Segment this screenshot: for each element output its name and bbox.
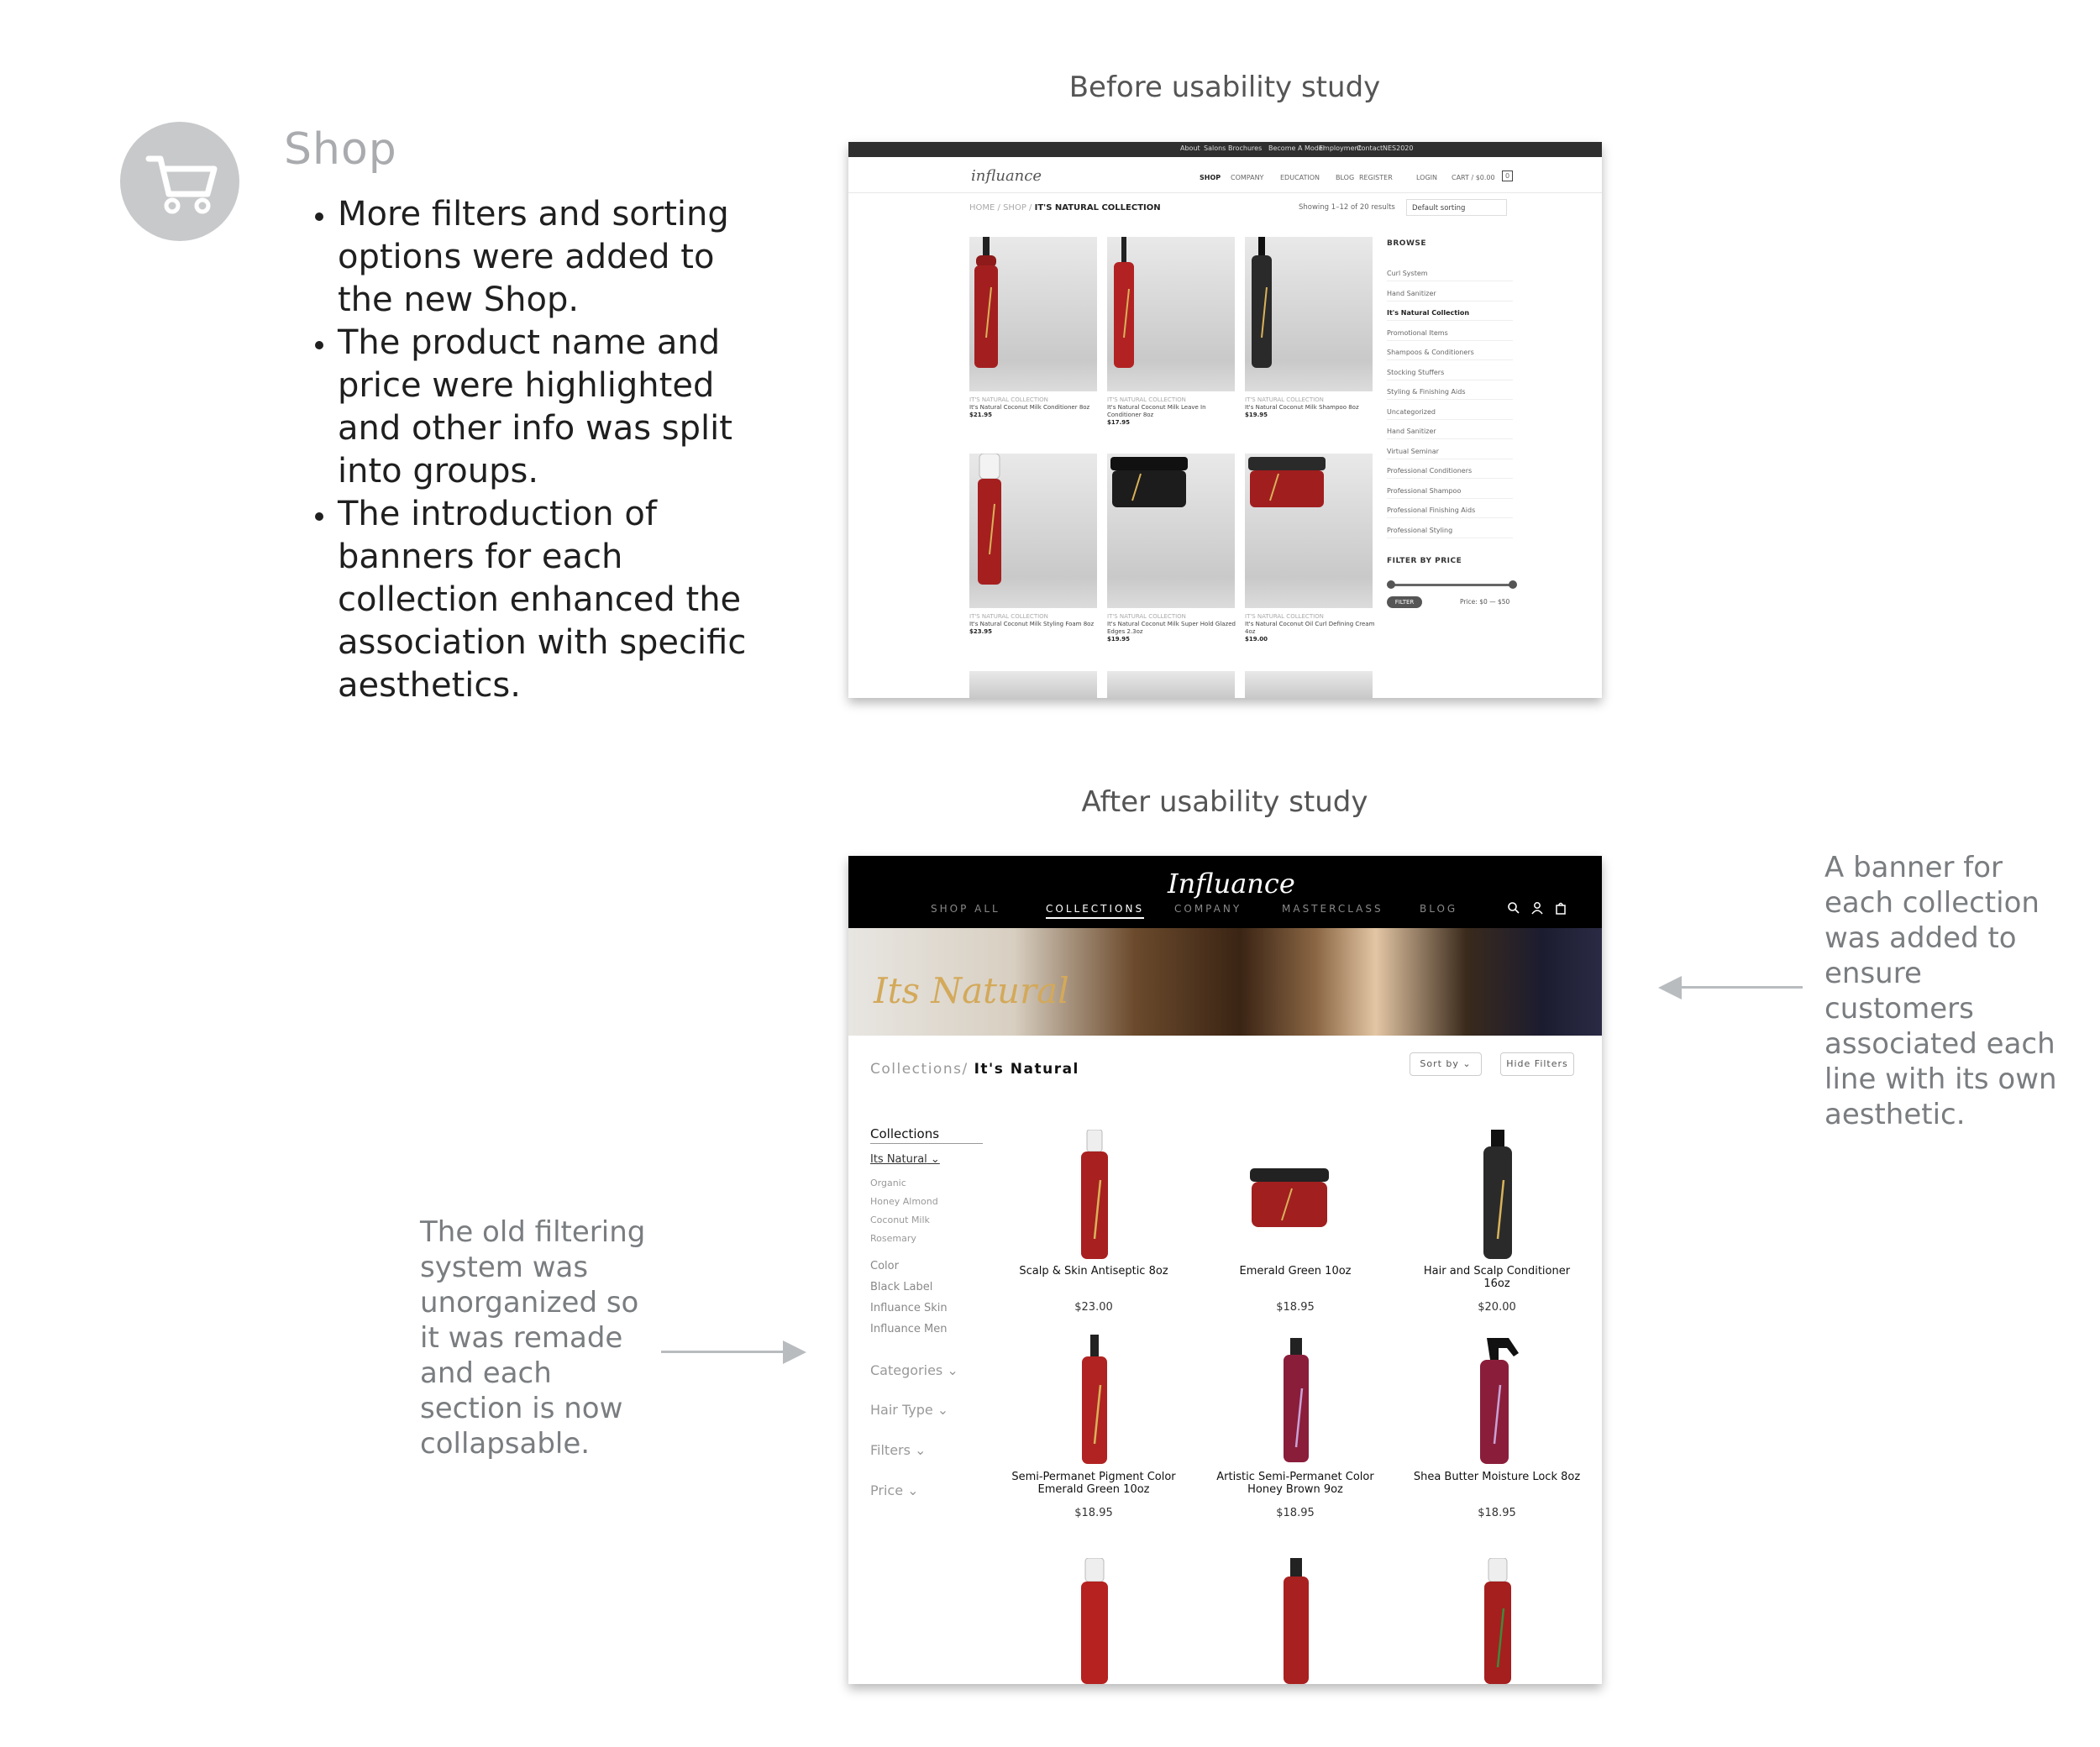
product-price: $18.95	[1074, 1507, 1113, 1519]
breadcrumb-parent[interactable]: Collections/	[870, 1061, 969, 1078]
product-image[interactable]	[1074, 1558, 1116, 1684]
nav-blog[interactable]: BLOG	[1420, 903, 1458, 915]
product-price: $20.00	[1478, 1301, 1516, 1314]
product-meta: IT'S NATURAL COLLECTION It's Natural Coconut Oil Curl Defining Cream 4oz $19.00	[1245, 613, 1375, 643]
filter-section-hair-type[interactable]: Hair Type ⌄	[870, 1402, 949, 1418]
browse-heading: BROWSE	[1387, 239, 1426, 248]
browse-link[interactable]: It's Natural Collection	[1387, 309, 1513, 321]
product-meta: IT'S NATURAL COLLECTION It's Natural Coconut Milk Conditioner 8oz $21.95	[969, 396, 1090, 418]
product-image	[1107, 454, 1191, 512]
filter-annotation: The old filtering system was unorganized so it was remade and each section is now collapsable.	[420, 1215, 646, 1461]
breadcrumb-home[interactable]: HOME	[969, 203, 995, 212]
before-caption: Before usability study	[1068, 71, 1381, 104]
collections-heading[interactable]: Collections	[870, 1126, 940, 1141]
after-caption: After usability study	[1081, 785, 1368, 819]
product-meta: IT'S NATURAL COLLECTION It's Natural Coconut Milk Shampoo 8oz $19.95	[1245, 396, 1359, 418]
product-image	[1245, 237, 1278, 371]
divider	[870, 1143, 983, 1144]
browse-link[interactable]: Professional Styling	[1387, 527, 1513, 538]
browse-link[interactable]: Promotional Items	[1387, 329, 1513, 341]
filter-option[interactable]: Influance Skin	[870, 1302, 948, 1314]
price-slider-handle-min[interactable]	[1387, 580, 1395, 589]
sort-by-button[interactable]: Sort by ⌄	[1410, 1052, 1482, 1076]
product-image[interactable]	[1470, 1335, 1525, 1466]
intro-bullet: • The product name and price were highlighted and other info was split into groups.	[338, 322, 758, 493]
price-slider-handle-max[interactable]	[1509, 580, 1517, 589]
browse-link[interactable]: Curl System	[1387, 270, 1513, 281]
nav-company[interactable]: COMPANY	[1231, 174, 1264, 181]
nav-company[interactable]: COMPANY	[1174, 903, 1242, 915]
logo[interactable]: Influance	[1168, 868, 1295, 900]
site-header	[848, 856, 1602, 928]
breadcrumb: HOME / SHOP / IT'S NATURAL COLLECTION	[969, 203, 1161, 212]
product-price: $18.95	[1478, 1507, 1516, 1519]
filter-its-natural[interactable]: Its Natural ⌄	[870, 1153, 940, 1166]
browse-link[interactable]: Professional Shampoo	[1387, 487, 1513, 499]
product-image	[1245, 454, 1329, 512]
sort-select[interactable]: Default sorting	[1406, 199, 1507, 216]
product-card-partial[interactable]	[969, 671, 1097, 698]
product-card[interactable]	[1245, 454, 1375, 643]
product-card[interactable]	[969, 454, 1097, 635]
filter-price-heading: FILTER BY PRICE	[1387, 557, 1462, 565]
browse-link[interactable]: Professional Conditioners	[1387, 467, 1513, 479]
after-screenshot	[848, 856, 1602, 1684]
product-meta: IT'S NATURAL COLLECTION It's Natural Coconut Milk Super Hold Glazed Edges 2.3oz $19.95	[1107, 613, 1236, 643]
topbar-link[interactable]: Brochures	[1228, 144, 1263, 152]
nav-register[interactable]: REGISTER	[1359, 174, 1393, 181]
product-price: $18.95	[1276, 1301, 1315, 1314]
product-image[interactable]	[1478, 1130, 1517, 1261]
topbar-link[interactable]: Salons	[1204, 144, 1226, 152]
product-card-partial[interactable]	[1245, 671, 1373, 698]
result-count: Showing 1–12 of 20 results	[1299, 203, 1395, 212]
product-card[interactable]	[1107, 237, 1235, 426]
browse-link[interactable]: Virtual Seminar	[1387, 448, 1513, 459]
product-meta: IT'S NATURAL COLLECTION It's Natural Coconut Milk Styling Foam 8oz $23.95	[969, 613, 1095, 635]
browse-link[interactable]: Stocking Stuffers	[1387, 369, 1513, 380]
browse-link[interactable]: Shampoos & Conditioners	[1387, 349, 1513, 360]
product-image[interactable]	[1277, 1558, 1315, 1684]
intro-bullet-list	[302, 193, 758, 707]
bag-icon[interactable]	[1554, 901, 1567, 915]
product-name[interactable]: Semi-Permanet Pigment Color Emerald Green 10oz	[1011, 1471, 1176, 1496]
section-title: Shop	[284, 124, 397, 175]
product-card-partial[interactable]	[1107, 671, 1235, 698]
filter-option[interactable]: Rosemary	[870, 1233, 916, 1244]
product-image[interactable]	[1477, 1558, 1519, 1684]
browse-link[interactable]: Hand Sanitizer	[1387, 428, 1513, 439]
arrow-right-line	[661, 1351, 787, 1353]
filter-option[interactable]: Coconut Milk	[870, 1215, 930, 1225]
product-name[interactable]: Shea Butter Moisture Lock 8oz	[1413, 1471, 1581, 1483]
price-range-text: Price: $0 — $50	[1460, 598, 1510, 606]
intro-bullet: • More filters and sorting options were added to the new Shop.	[338, 193, 758, 322]
nav-blog[interactable]: BLOG	[1336, 174, 1355, 181]
nav-masterclass[interactable]: MASTERCLASS	[1282, 903, 1383, 915]
product-name[interactable]: Artistic Semi-Permanet Color Honey Brown 9oz	[1216, 1471, 1374, 1496]
arrow-left-line	[1677, 986, 1803, 989]
color-heading[interactable]: Color	[870, 1260, 899, 1272]
browse-link[interactable]: Styling & Finishing Aids	[1387, 388, 1513, 400]
price-slider-track[interactable]	[1390, 584, 1513, 586]
product-name[interactable]: Scalp & Skin Antiseptic 8oz	[1019, 1265, 1168, 1277]
topbar-link[interactable]: NES2020	[1383, 144, 1414, 152]
filter-option[interactable]: Honey Almond	[870, 1196, 938, 1207]
topbar-link[interactable]: Contact	[1357, 144, 1383, 152]
product-image	[969, 454, 1010, 588]
nav-shop-all[interactable]: SHOP ALL	[931, 903, 1000, 915]
nav-collections[interactable]: COLLECTIONS	[1046, 903, 1144, 919]
breadcrumb-current: IT'S NATURAL COLLECTION	[1034, 203, 1161, 212]
nav-education[interactable]: EDUCATION	[1280, 174, 1320, 181]
arrow-left-icon	[1656, 974, 1683, 1001]
filter-section-filters[interactable]: Filters ⌄	[870, 1442, 927, 1458]
account-icon[interactable]	[1530, 901, 1544, 915]
product-image[interactable]	[1277, 1338, 1315, 1464]
browse-link[interactable]: Professional Finishing Aids	[1387, 506, 1513, 518]
breadcrumb	[870, 1061, 1079, 1078]
product-image[interactable]	[1075, 1335, 1114, 1466]
filter-section-price[interactable]: Price ⌄	[870, 1482, 919, 1498]
nav-login[interactable]: LOGIN	[1416, 174, 1438, 181]
product-image[interactable]	[1248, 1167, 1331, 1230]
shopping-cart-icon	[120, 122, 239, 241]
product-card[interactable]	[1107, 454, 1236, 643]
breadcrumb-shop[interactable]: SHOP	[1003, 203, 1026, 212]
product-card[interactable]	[969, 237, 1097, 418]
nav-cart[interactable]: CART / $0.00	[1452, 174, 1495, 181]
product-card[interactable]	[1245, 237, 1373, 418]
product-image	[1107, 237, 1141, 371]
banner-script-title: Its Natural	[874, 970, 1069, 1011]
product-image	[969, 237, 1003, 371]
main-nav	[848, 157, 1602, 193]
filter-option[interactable]: Influance Men	[870, 1323, 948, 1335]
product-price: $23.00	[1074, 1301, 1113, 1314]
filter-button[interactable]: FILTER	[1387, 596, 1422, 608]
before-screenshot	[848, 142, 1602, 698]
hide-filters-button[interactable]: Hide Filters	[1500, 1052, 1574, 1076]
breadcrumb-current: It's Natural	[974, 1061, 1079, 1078]
topbar-link[interactable]: About	[1180, 144, 1200, 152]
nav-shop[interactable]: SHOP	[1200, 174, 1221, 181]
product-name[interactable]: Emerald Green 10oz	[1239, 1265, 1352, 1277]
product-price: $18.95	[1276, 1507, 1315, 1519]
filter-option[interactable]: Black Label	[870, 1281, 933, 1293]
banner-annotation: A banner for each collection was added to ensure customers associated each line with its own aesthetic.	[1824, 851, 2057, 1131]
filter-option[interactable]: Organic	[870, 1178, 906, 1188]
shop-section-icon-circle	[120, 122, 239, 241]
search-icon[interactable]	[1507, 901, 1520, 915]
product-name[interactable]: Hair and Scalp Conditioner 16oz	[1423, 1265, 1571, 1290]
topbar-link[interactable]: Employment	[1319, 144, 1362, 152]
intro-bullet: • The introduction of banners for each collection enhanced the association with specific aesthetics.	[338, 493, 758, 707]
product-image[interactable]	[1075, 1130, 1114, 1261]
arrow-right-icon	[781, 1339, 808, 1366]
cart-count[interactable]: 0	[1502, 171, 1513, 181]
logo[interactable]: influance	[971, 167, 1042, 185]
topbar-link[interactable]: Become A Model	[1268, 144, 1325, 152]
utility-bar	[848, 142, 1602, 157]
browse-link[interactable]: Uncategorized	[1387, 408, 1513, 420]
filter-section-categories[interactable]: Categories ⌄	[870, 1362, 958, 1378]
browse-link[interactable]: Hand Sanitizer	[1387, 290, 1513, 302]
collection-banner	[848, 928, 1602, 1036]
product-meta: IT'S NATURAL COLLECTION It's Natural Coconut Milk Leave In Conditioner 8oz $17.95	[1107, 396, 1206, 426]
